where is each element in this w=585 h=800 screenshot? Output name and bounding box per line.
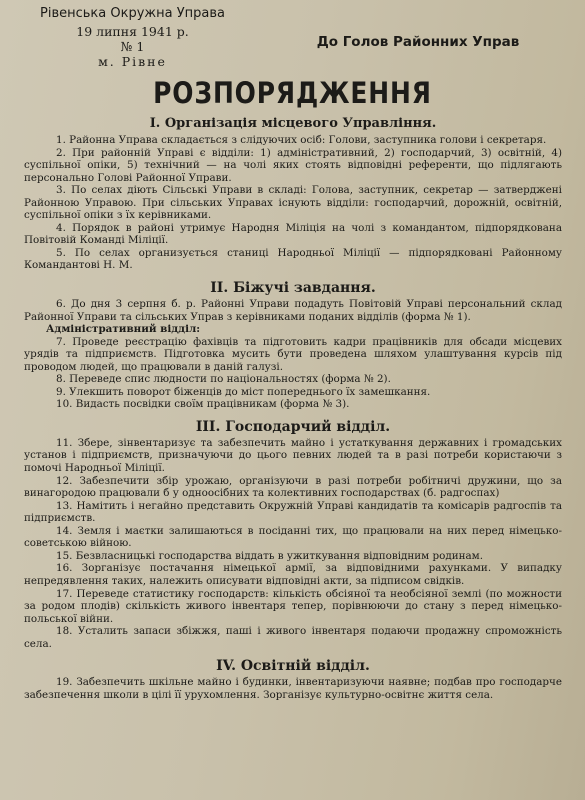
paragraph-13: 13. Намітить і негайно представить Окружній Управі кандидатів та комісарів радгоспів та підприємств. bbox=[24, 499, 562, 525]
section-1-heading: I. Організація місцевого Управління. bbox=[149, 116, 437, 131]
paragraph-2: 2. При районній Управі є відділи: 1) адміністративний, 2) господарчий, 3) освітній, 4) суспільної опіки, 5) технічний — на чолі яких стоять відповідні референти, що підлягають персонально Голові Районної Управи. bbox=[24, 146, 562, 184]
paragraph-7: 7. Проведе реєстрацію фахівців та підготовить кадри працівників для обсади місцевих урядів та підприємств. Підготовка мусить бути проведена шляхом улаштування курсів під проводом людей, що працювали в даній галузі. bbox=[24, 335, 562, 373]
subsection-administrative: Адміністративний відділ: bbox=[46, 323, 201, 336]
paragraph-17: 17. Переведе статистику господарств: кількість обсіяної та необсіяної землі (по можности за родом плодів) скількість живого інвентаря тепер, порівнюючи до стану з перед німецько-польської війни. bbox=[24, 587, 562, 625]
paragraph-5: 5. По селах организується станиці Народньої Міліції — підпорядковані Районному Командантові Н. М. bbox=[24, 246, 562, 272]
document-body bbox=[24, 112, 562, 701]
paragraph-1: 1. Районна Управа складається з слідуючих осіб: Голови, заступника голови і секретаря. bbox=[56, 134, 547, 146]
paragraph-12: 12. Забезпечити збір урожаю, організуючи в разі потреби робітничі дружини, що за винагородою працювали б у одноосібних та колективних господарствах (б. радгоспах) bbox=[24, 474, 562, 500]
paragraph-8: 8. Переведе спис людности по національностях (форма № 2). bbox=[56, 373, 391, 386]
paragraph-16: 16. Зорганізує постачання німецької армії, за відповідними рахунками. У випадку непредявлення таких, належить описувати відповідні акти, за підписом свідків. bbox=[24, 562, 562, 587]
paragraph-11: 11. Збере, зінвентаризує та забезпечить майно і устаткування державних і громадських установ і підприємств, призначуючи до цього певних людей та в разі потреби користаючи з помочі Народньої Міліції. bbox=[24, 436, 562, 475]
section-4-heading: IV. Освітній відділ. bbox=[216, 658, 370, 675]
paragraph-15: 15. Безвласницькі господарства віддать в ужиткування відповідним родинам. bbox=[56, 549, 484, 562]
addressee: До Голов Районних Управ bbox=[316, 34, 520, 50]
paragraph-4: 4. Порядок в районі утримує Народня Міліція на чолі з командантом, підпорядкована Повітовій Команді Міліції. bbox=[24, 221, 562, 247]
paragraph-19: 19. Забезпечить шкільне майно і будинки, інвентаризуючи наявне; подбав про господарче забезпечення школи в цілі її урухомлення. Зорганізує культурно-освітнє життя села. bbox=[24, 676, 562, 701]
issuer-name: Рівенська Окружна Управа bbox=[40, 6, 225, 21]
paragraph-3: 3. По селах діють Сільські Управи в складі: Голова, заступник, секретар — затверджені Районною Управою. При сільських Управах існують відділи: господарчий, дорожній, освітній, суспільної опіки з їх керівниками. bbox=[24, 184, 562, 222]
document-number: № 1 bbox=[120, 39, 145, 54]
paragraph-6: 6. До дня 3 серпня б. р. Районні Управи подадуть Повітовій Управі персональний склад Районної Управи та сільських Управ з керівниками поданих відділів (форма № 1). bbox=[24, 298, 562, 323]
paragraph-10: 10. Видасть посвідки своїм працівникам (форма № 3). bbox=[56, 398, 350, 411]
paragraph-18: 18. Усталить запаси збіжжя, паші і живого інвентаря подаючи продажну спроможність села. bbox=[24, 625, 562, 650]
paragraph-9: 9. Улекшить поворот біженців до міст попереднього їх замешкання. bbox=[56, 385, 431, 398]
document-date: 19 липня 1941 р. bbox=[76, 24, 189, 39]
section-2-heading: II. Біжучі завдання. bbox=[210, 280, 376, 297]
document-title: РОЗПОРЯДЖЕННЯ bbox=[153, 76, 432, 110]
section-3-heading: III. Господарчий відділ. bbox=[195, 418, 391, 435]
document-city: м. Рівне bbox=[98, 54, 167, 69]
paragraph-14: 14. Земля і маєтки залишаються в посіданні тих, що працювали на них перед німецько-советською війною. bbox=[24, 524, 562, 550]
